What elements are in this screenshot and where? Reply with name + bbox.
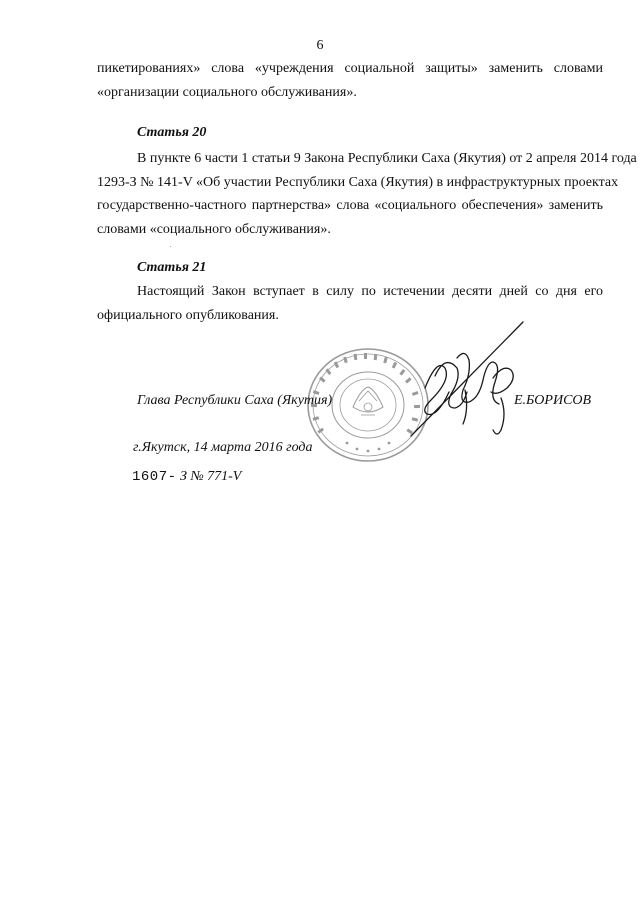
article-21-line-1: Настоящий Закон вступает в силу по истечении десяти дней со дня его [137, 284, 603, 299]
signatory-name: Е.БОРИСОВ [514, 393, 592, 408]
article-20-line-4: словами «социального обслуживания». [97, 221, 331, 237]
registration-number-prefix: 1607- [132, 469, 177, 485]
intro-line-1: пикетированиях» слова «учреждения социальной защиты» заменить словами [97, 61, 603, 76]
article-20-paragraph [97, 147, 637, 241]
article-20-heading: Статья 20 [137, 125, 207, 140]
registration-number-suffix: З № 771-V [180, 469, 242, 484]
article-20-line-2: 1293-З № 141-V «Об участии Республики Саха (Якутия) в инфраструктурных проектах [97, 174, 619, 190]
registration-number [132, 469, 241, 485]
article-20-line-1: В пункте 6 части 1 статьи 9 Закона Республики Саха (Якутия) от 2 апреля 2014 года [137, 151, 637, 166]
signatory-position: Глава Республики Саха (Якутия) [137, 393, 333, 408]
page-number: 6 [316, 38, 324, 53]
handwritten-signature-icon [405, 318, 530, 443]
article-20-line-3: государственно-частного партнерства» слова «социального обеспечения» заменить [97, 198, 603, 213]
article-21-line-2: официального опубликования. [97, 307, 279, 323]
place-and-date: г.Якутск, 14 марта 2016 года [133, 440, 313, 455]
intro-paragraph [97, 57, 603, 104]
article-21-heading: Статья 21 [137, 260, 207, 275]
intro-line-2: «организации социального обслуживания». [97, 84, 357, 100]
scan-speck [170, 246, 171, 247]
